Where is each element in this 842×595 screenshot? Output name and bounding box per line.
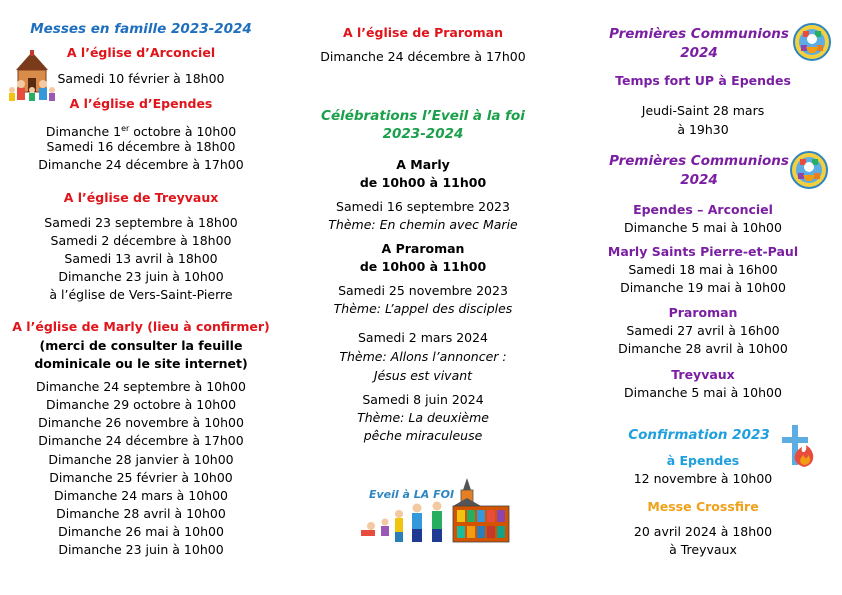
confirmation-cross-flame-icon <box>782 423 820 471</box>
communion-emblem-icon <box>790 151 828 189</box>
temps-fort-heading: Temps fort UP à Ependes <box>615 73 791 88</box>
eveil-a-la-foi-logo <box>355 476 513 546</box>
pc-title-2a: Premières Communions <box>609 153 789 169</box>
marly-line-3: Dimanche 26 novembre à 10h00 <box>38 415 244 430</box>
marly-date: Samedi 16 septembre 2023 <box>336 199 510 214</box>
treyvaux-line-c3: Dimanche 5 mai à 10h00 <box>624 385 782 400</box>
crossfire-heading: Messe Crossfire <box>647 499 759 514</box>
praroman-line-1-c3: Samedi 27 avril à 16h00 <box>626 323 780 338</box>
pc-title-1a: Premières Communions <box>609 26 789 42</box>
ependes-heading: A l’église d’Ependes <box>69 96 213 111</box>
praroman-heading-c3: Praroman <box>668 305 738 320</box>
church-family-illustration <box>8 50 56 102</box>
juin-theme-1: Thème: La deuxième <box>357 410 489 425</box>
marly-time: de 10h00 à 11h00 <box>359 175 487 190</box>
ependes-arconciel-line: Dimanche 5 mai à 10h00 <box>624 220 782 235</box>
ependes-arconciel-heading: Ependes – Arconciel <box>633 202 773 217</box>
praroman-theme: Thème: L’appel des disciples <box>333 301 513 316</box>
mars-theme-1: Thème: Allons l’annoncer : <box>339 349 507 364</box>
ependes-line-3: Dimanche 24 décembre à 17h00 <box>38 157 244 172</box>
juin-theme-2: pêche miraculeuse <box>363 428 483 443</box>
praroman-date: Samedi 25 novembre 2023 <box>338 283 508 298</box>
praroman-line-2-c3: Dimanche 28 avril à 10h00 <box>618 341 788 356</box>
jeudi-line-2: à 19h30 <box>677 122 729 137</box>
ependes-line-1-pre: Dimanche 1 <box>45 124 122 140</box>
marly-line-4: Dimanche 24 décembre à 17h00 <box>38 433 244 448</box>
messes-title: Messes en famille 2023-2024 <box>30 21 252 37</box>
logo-text: Eveil à LA FOI <box>369 488 455 501</box>
ependes-line-1-sup: er <box>121 124 130 133</box>
marly-line-6: Dimanche 25 février à 10h00 <box>49 470 233 485</box>
eveil-title-1: Célébrations l’Eveil à la foi <box>321 108 525 124</box>
confirmation-title: Confirmation 2023 <box>628 427 770 443</box>
marly-note-1: (merci de consulter la feuille <box>39 338 243 353</box>
crossfire-line-1: 20 avril 2024 à 18h00 <box>633 524 773 539</box>
conf-place: à Ependes <box>666 453 740 468</box>
praroman-time: de 10h00 à 11h00 <box>359 259 487 274</box>
praroman-line: Dimanche 24 décembre à 17h00 <box>320 49 526 64</box>
communion-emblem-icon <box>793 23 831 61</box>
jeudi-line-1: Jeudi-Saint 28 mars <box>641 103 765 118</box>
treyvaux-line-1: Samedi 23 septembre à 18h00 <box>44 215 238 230</box>
juin-date: Samedi 8 juin 2024 <box>362 392 484 407</box>
marly-note-2: dominicale ou le site internet) <box>34 356 248 371</box>
marly-line-7: Dimanche 24 mars à 10h00 <box>53 488 229 503</box>
praroman-place: A Praroman <box>381 241 465 256</box>
treyvaux-line-2: Samedi 2 décembre à 18h00 <box>50 233 232 248</box>
eveil-title-2: 2023-2024 <box>382 126 464 142</box>
arconciel-line-1: Samedi 10 février à 18h00 <box>57 71 225 86</box>
marly-saints-line-2: Dimanche 19 mai à 10h00 <box>620 280 786 295</box>
mars-date: Samedi 2 mars 2024 <box>357 330 489 345</box>
crossfire-line-2: à Treyvaux <box>669 542 737 557</box>
marly-saints-line-1: Samedi 18 mai à 16h00 <box>628 262 778 277</box>
pc-title-2b: 2024 <box>680 172 718 188</box>
ependes-line-2: Samedi 16 décembre à 18h00 <box>46 139 236 154</box>
marly-theme: Thème: En chemin avec Marie <box>328 217 518 232</box>
marly-line-2: Dimanche 29 octobre à 10h00 <box>45 397 237 412</box>
praroman-heading: A l’église de Praroman <box>343 25 503 40</box>
treyvaux-line-3: Samedi 13 avril à 18h00 <box>64 251 218 266</box>
marly-line-10: Dimanche 23 juin à 10h00 <box>58 542 224 557</box>
marly-place: A Marly <box>396 157 450 172</box>
marly-line-8: Dimanche 28 avril à 10h00 <box>56 506 226 521</box>
marly-line-5: Dimanche 28 janvier à 10h00 <box>48 452 234 467</box>
marly-line-9: Dimanche 26 mai à 10h00 <box>58 524 224 539</box>
marly-saints-heading: Marly Saints Pierre-et-Paul <box>607 244 799 259</box>
ependes-line-1-post: octobre à 10h00 <box>129 124 237 140</box>
treyvaux-heading: A l’église de Treyvaux <box>63 190 219 205</box>
treyvaux-heading-c3: Treyvaux <box>671 367 735 382</box>
treyvaux-line-5: à l’église de Vers-Saint-Pierre <box>49 287 233 302</box>
marly-line-1: Dimanche 24 septembre à 10h00 <box>36 379 246 394</box>
mars-theme-2: Jésus est vivant <box>373 368 473 383</box>
pc-title-1b: 2024 <box>680 45 718 61</box>
treyvaux-line-4: Dimanche 23 juin à 10h00 <box>58 269 224 284</box>
conf-date: 12 novembre à 10h00 <box>633 471 773 486</box>
arconciel-heading: A l’église d’Arconciel <box>66 45 216 60</box>
marly-heading: A l’église de Marly (lieu à confirmer) <box>12 319 270 334</box>
